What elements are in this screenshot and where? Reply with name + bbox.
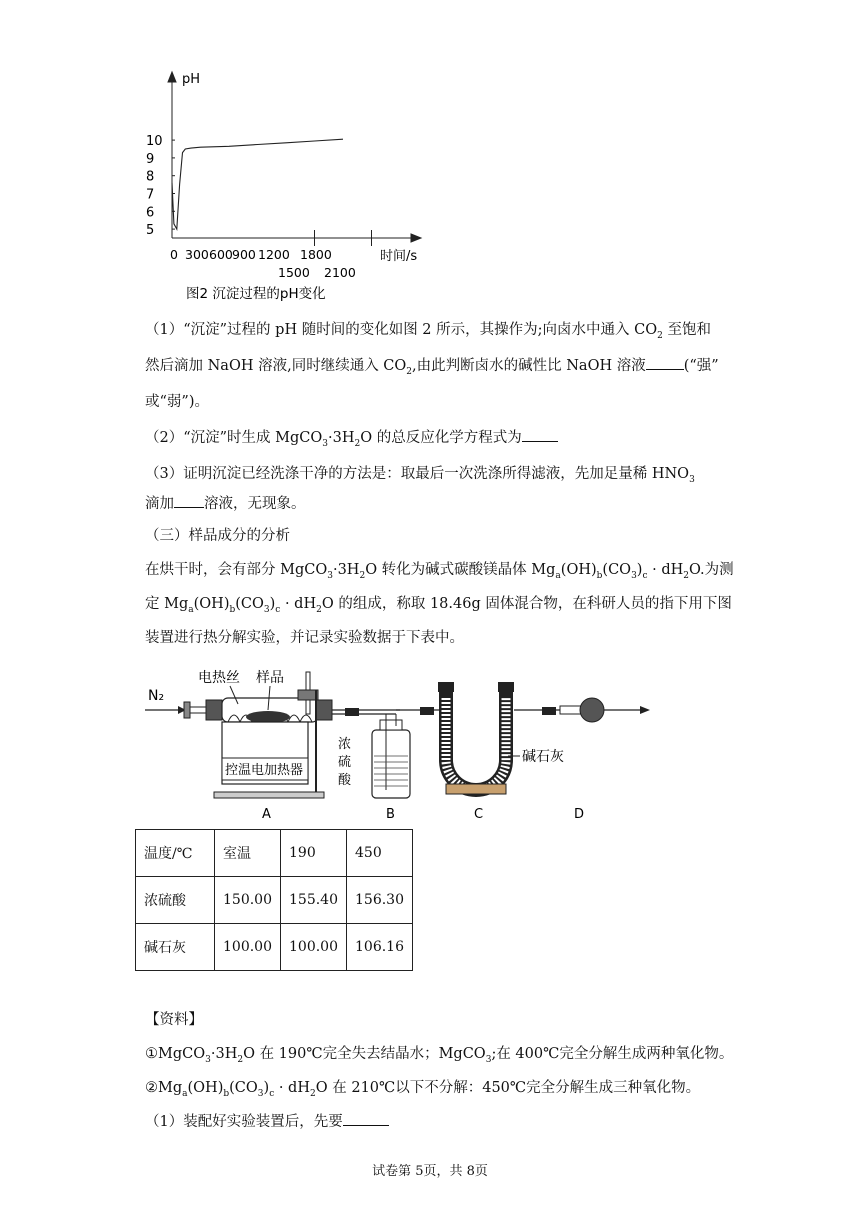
answer-blank <box>174 493 204 508</box>
question-3-line-1: （3）证明沉淀已经洗涤干净的方法是：取最后一次洗涤所得滤液，先加足量稀 $HNO_3$ <box>145 466 695 485</box>
sample-label: 样品 <box>256 670 284 686</box>
u-tube-stopper-left <box>438 682 454 692</box>
u-tube-base <box>446 784 506 794</box>
apparatus-label-a: A <box>262 807 271 822</box>
y-tick-label: 10 <box>146 134 163 150</box>
ph-chart <box>140 60 440 310</box>
u-tube-fill <box>446 698 506 790</box>
table-cell: 450 <box>347 830 413 877</box>
section-3-heading: （三）样品成分的分析 <box>145 528 290 544</box>
mass-data-table <box>135 829 413 971</box>
table-cell: 190 <box>281 830 347 877</box>
question-3-line-2: 滴加 溶液，无现象。 <box>145 486 725 522</box>
question-2: （2）“沉淀”时生成 $MgCO_3\cdot 3H_2O$ 的总反应化学方程式为 <box>145 420 725 462</box>
page-footer: 试卷第 5页，共 8页 <box>372 1164 488 1179</box>
u-tube-stopper-right <box>498 682 514 692</box>
table-cell: 106.16 <box>347 924 413 971</box>
info-item-2: $②Mg_a(OH)_b(CO_3)_c \cdot dH_2O$ 在 210℃以下不分解：450℃完全分解生成三种氧化物。 <box>145 1080 701 1099</box>
bottle-b-neck <box>380 720 402 730</box>
n2-label: N₂ <box>148 688 165 704</box>
table-cell: 温度/℃ <box>136 830 215 877</box>
x-tick-label: 2100 <box>324 265 356 280</box>
x-tick-label: 1200 <box>258 247 290 262</box>
answer-blank <box>646 355 684 370</box>
joint-3 <box>542 707 556 715</box>
y-tick-label: 8 <box>146 169 155 185</box>
stand-base <box>214 792 324 798</box>
y-tick-label: 9 <box>146 151 155 167</box>
table-row <box>136 924 413 971</box>
apparatus-label-b: B <box>386 807 395 822</box>
info-question-1: （1）装配好实验装置后，先要 <box>145 1104 725 1140</box>
question-1-line-2: 然后滴加 NaOH 溶液,同时继续通入 $CO_2$,由此判断卤水的碱性比 NaOH 溶液 (“强” <box>145 348 725 390</box>
apparatus-label-d: D <box>574 807 585 822</box>
bottle-b <box>372 730 410 798</box>
table-row <box>136 877 413 924</box>
y-axis-arrow <box>168 72 176 82</box>
table-cell: 150.00 <box>215 877 281 924</box>
info-heading: 【资料】 <box>145 1012 203 1028</box>
question-1-line-3: 或“弱”)。 <box>145 394 209 410</box>
apparatus-diagram <box>140 660 670 825</box>
apparatus-label-c: C <box>474 807 484 822</box>
ph-series-line <box>172 139 343 229</box>
x-axis-label: 时间/s <box>380 249 418 264</box>
x-tick-label: 0 <box>170 247 178 262</box>
acid-label-1: 浓 <box>338 737 352 752</box>
table-cell: 碱石灰 <box>136 924 215 971</box>
intro-line-1: 在烘干时，会有部分 $MgCO_3\cdot 3H_2O$ 转化为碱式碳酸镁晶体 $Mg_a(OH)_b(CO_3)_c \cdot dH_2O$.为测 <box>145 562 734 581</box>
x-tick-label: 1800 <box>300 247 332 262</box>
question-1-line-1: （1）“沉淀”过程的 pH 随时间的变化如图 2 所示，其操作为;向卤水中通入 $CO_2$ 至饱和 <box>145 322 711 341</box>
heater-label: 控温电加热器 <box>225 763 304 778</box>
table-cell: 100.00 <box>215 924 281 971</box>
lime-label: 碱石灰 <box>522 749 564 765</box>
chart-axes <box>168 72 421 242</box>
x-tick-label: 600 <box>209 247 233 262</box>
joint-2 <box>420 707 434 715</box>
drying-tube-bulb <box>580 698 604 722</box>
x-tick-label: 900 <box>232 247 256 262</box>
table-cell: 100.00 <box>281 924 347 971</box>
chart-tick-labels <box>146 134 372 280</box>
y-axis-label: pH <box>182 72 201 87</box>
answer-blank <box>522 427 558 442</box>
y-tick-label: 5 <box>146 223 155 239</box>
answer-blank <box>343 1111 389 1126</box>
wire-label: 电热丝 <box>198 670 240 686</box>
table-cell: 浓硫酸 <box>136 877 215 924</box>
x-axis-arrow <box>411 234 421 242</box>
joint-1 <box>345 708 359 716</box>
intro-line-2: 定 $Mg_a(OH)_b(CO_3)_c \cdot dH_2O$ 的组成，称取 18.46g 固体混合物，在科研人员的指下用下图 <box>145 596 732 615</box>
table-cell: 155.40 <box>281 877 347 924</box>
table-row <box>136 830 413 877</box>
y-tick-label: 7 <box>146 187 155 203</box>
table-cell: 156.30 <box>347 877 413 924</box>
x-tick-label: 300 <box>185 247 209 262</box>
sample-pile <box>246 711 290 723</box>
outlet-arrowhead <box>640 706 650 714</box>
acid-label-2: 硫 <box>338 755 352 770</box>
y-tick-label: 6 <box>146 205 155 221</box>
stopcock <box>184 702 190 718</box>
intro-line-3: 装置进行热分解实验，并记录实验数据于下表中。 <box>145 630 464 646</box>
tube-stopper-right <box>316 700 332 720</box>
info-item-1: $①MgCO_3\cdot 3H_2O$ 在 190℃完全失去结晶水；MgCO$_3$;在 400℃完全分解生成两种氧化物。 <box>145 1046 734 1065</box>
x-tick-label: 1500 <box>278 265 310 280</box>
table-cell: 室温 <box>215 830 281 877</box>
tube-stopper-left <box>206 700 222 720</box>
acid-label-3: 酸 <box>338 773 352 788</box>
figure-caption: 图2 沉淀过程的pH变化 <box>186 286 326 302</box>
